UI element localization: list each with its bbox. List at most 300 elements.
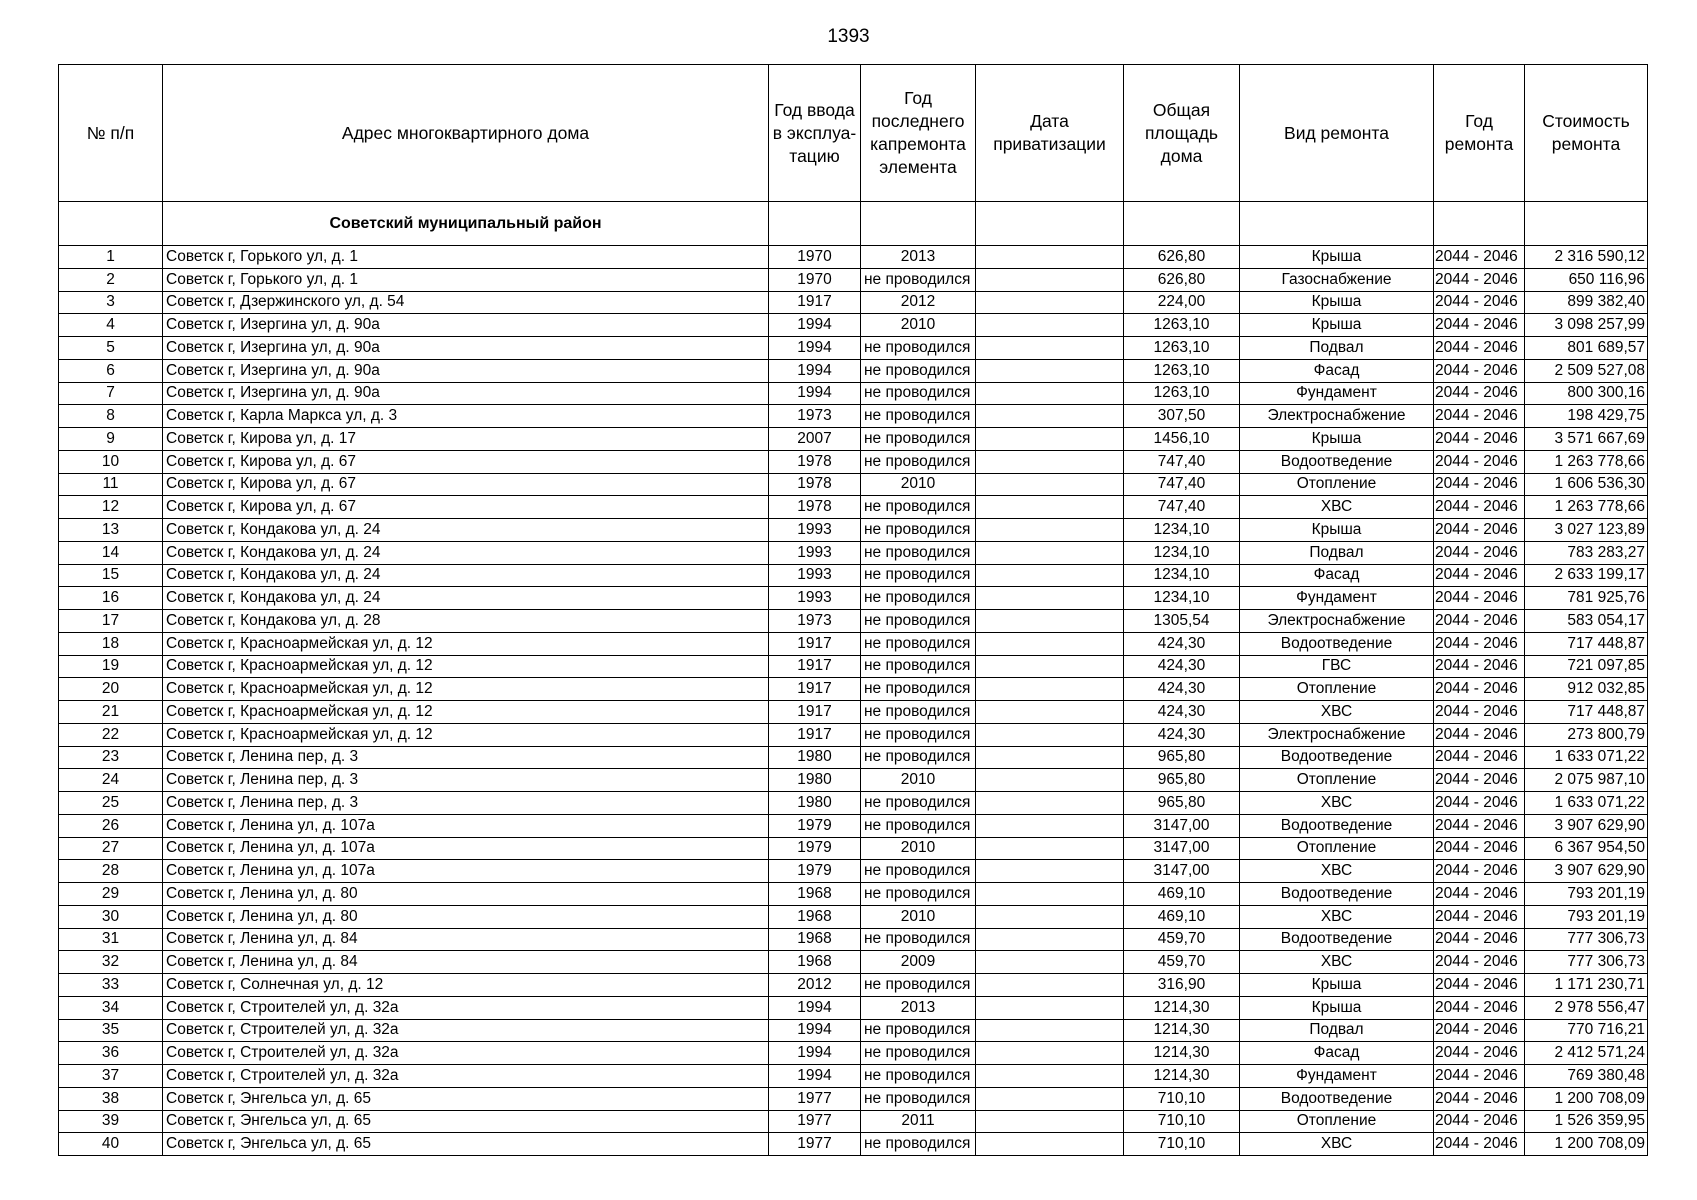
cell-repair-period: 2044 - 2046: [1434, 587, 1525, 610]
cell-year-commissioned: 1977: [769, 1133, 861, 1156]
table-row: [59, 587, 1648, 610]
cell-address: Советск г, Строителей ул, д. 32а: [163, 996, 769, 1019]
district-empty-cell: [769, 202, 861, 246]
table-row: [59, 814, 1648, 837]
cell-year-commissioned: 1993: [769, 519, 861, 542]
cell-year-commissioned: 1970: [769, 246, 861, 269]
cell-repair-period: 2044 - 2046: [1434, 814, 1525, 837]
cell-repair-period: 2044 - 2046: [1434, 496, 1525, 519]
cell-repair-type: ХВС: [1240, 1133, 1434, 1156]
cell-repair-type: Фасад: [1240, 564, 1434, 587]
cell-privatization: [976, 473, 1124, 496]
cell-area: 424,30: [1124, 655, 1240, 678]
cell-num: 21: [59, 701, 163, 724]
cell-repair-type: Крыша: [1240, 519, 1434, 542]
cell-repair-period: 2044 - 2046: [1434, 701, 1525, 724]
district-empty-cell: [1434, 202, 1525, 246]
cell-area: 424,30: [1124, 632, 1240, 655]
cell-num: 4: [59, 314, 163, 337]
table-row: [59, 905, 1648, 928]
table-row: [59, 1133, 1648, 1156]
table-row: [59, 951, 1648, 974]
cell-year-commissioned: 2012: [769, 974, 861, 997]
header-year-commissioned: Год ввода в эксплуа-тацию: [769, 65, 861, 202]
table-row: [59, 291, 1648, 314]
cell-year-last-repair: 2013: [861, 246, 976, 269]
cell-year-commissioned: 1994: [769, 359, 861, 382]
cell-year-last-repair: не проводился: [861, 337, 976, 360]
cell-repair-period: 2044 - 2046: [1434, 268, 1525, 291]
cell-repair-type: Фундамент: [1240, 1065, 1434, 1088]
cell-privatization: [976, 405, 1124, 428]
district-empty-cell: [59, 202, 163, 246]
cell-address: Советск г, Кирова ул, д. 67: [163, 450, 769, 473]
cell-num: 36: [59, 1042, 163, 1065]
cell-cost: 717 448,87: [1525, 701, 1648, 724]
cell-year-last-repair: не проводился: [861, 1065, 976, 1088]
cell-year-commissioned: 1978: [769, 496, 861, 519]
cell-year-commissioned: 1968: [769, 928, 861, 951]
cell-year-commissioned: 1994: [769, 1065, 861, 1088]
cell-num: 9: [59, 428, 163, 451]
cell-year-last-repair: не проводился: [861, 974, 976, 997]
cell-year-commissioned: 1978: [769, 450, 861, 473]
cell-address: Советск г, Ленина пер, д. 3: [163, 792, 769, 815]
cell-area: 459,70: [1124, 928, 1240, 951]
cell-year-last-repair: 2010: [861, 473, 976, 496]
table-row: [59, 1087, 1648, 1110]
cell-cost: 912 032,85: [1525, 678, 1648, 701]
cell-num: 1: [59, 246, 163, 269]
cell-cost: 2 316 590,12: [1525, 246, 1648, 269]
cell-year-last-repair: не проводился: [861, 405, 976, 428]
cell-cost: 2 412 571,24: [1525, 1042, 1648, 1065]
cell-area: 1234,10: [1124, 519, 1240, 542]
table-row: [59, 974, 1648, 997]
table-row: [59, 746, 1648, 769]
cell-year-commissioned: 1994: [769, 337, 861, 360]
cell-privatization: [976, 905, 1124, 928]
cell-address: Советск г, Ленина пер, д. 3: [163, 746, 769, 769]
cell-repair-type: Крыша: [1240, 314, 1434, 337]
cell-repair-type: Водоотведение: [1240, 746, 1434, 769]
cell-privatization: [976, 883, 1124, 906]
cell-address: Советск г, Изергина ул, д. 90а: [163, 359, 769, 382]
cell-address: Советск г, Строителей ул, д. 32а: [163, 1042, 769, 1065]
cell-privatization: [976, 792, 1124, 815]
cell-cost: 3 571 667,69: [1525, 428, 1648, 451]
cell-area: 1214,30: [1124, 1065, 1240, 1088]
cell-address: Советск г, Дзержинского ул, д. 54: [163, 291, 769, 314]
cell-area: 1234,10: [1124, 564, 1240, 587]
cell-year-last-repair: не проводился: [861, 1087, 976, 1110]
cell-address: Советск г, Кондакова ул, д. 24: [163, 564, 769, 587]
cell-repair-type: Отопление: [1240, 837, 1434, 860]
cell-address: Советск г, Энгельса ул, д. 65: [163, 1087, 769, 1110]
cell-repair-type: Фундамент: [1240, 382, 1434, 405]
table-row: [59, 996, 1648, 1019]
cell-repair-period: 2044 - 2046: [1434, 837, 1525, 860]
cell-privatization: [976, 564, 1124, 587]
cell-cost: 2 509 527,08: [1525, 359, 1648, 382]
cell-address: Советск г, Солнечная ул, д. 12: [163, 974, 769, 997]
table-row: [59, 473, 1648, 496]
cell-year-last-repair: 2010: [861, 905, 976, 928]
cell-num: 25: [59, 792, 163, 815]
cell-address: Советск г, Карла Маркса ул, д. 3: [163, 405, 769, 428]
cell-num: 12: [59, 496, 163, 519]
cell-year-last-repair: не проводился: [861, 1019, 976, 1042]
cell-num: 20: [59, 678, 163, 701]
cell-area: 1456,10: [1124, 428, 1240, 451]
district-empty-cell: [861, 202, 976, 246]
cell-address: Советск г, Ленина ул, д. 84: [163, 928, 769, 951]
cell-repair-type: Отопление: [1240, 473, 1434, 496]
cell-num: 33: [59, 974, 163, 997]
cell-repair-type: Водоотведение: [1240, 632, 1434, 655]
cell-repair-type: Крыша: [1240, 246, 1434, 269]
header-cost: Стоимость ремонта: [1525, 65, 1648, 202]
cell-address: Советск г, Красноармейская ул, д. 12: [163, 701, 769, 724]
cell-cost: 721 097,85: [1525, 655, 1648, 678]
table-row: [59, 382, 1648, 405]
district-empty-cell: [1124, 202, 1240, 246]
table-row: [59, 450, 1648, 473]
cell-repair-period: 2044 - 2046: [1434, 883, 1525, 906]
cell-cost: 273 800,79: [1525, 723, 1648, 746]
table-row: [59, 883, 1648, 906]
table-row: [59, 246, 1648, 269]
cell-year-commissioned: 1917: [769, 723, 861, 746]
cell-repair-type: Электроснабжение: [1240, 610, 1434, 633]
cell-year-commissioned: 1968: [769, 905, 861, 928]
cell-repair-type: Отопление: [1240, 678, 1434, 701]
cell-repair-type: Водоотведение: [1240, 450, 1434, 473]
cell-address: Советск г, Энгельса ул, д. 65: [163, 1133, 769, 1156]
cell-area: 965,80: [1124, 746, 1240, 769]
cell-area: 424,30: [1124, 678, 1240, 701]
cell-repair-period: 2044 - 2046: [1434, 405, 1525, 428]
cell-year-commissioned: 1980: [769, 792, 861, 815]
header-year-last-repair: Год последнего капремонта элемента: [861, 65, 976, 202]
cell-privatization: [976, 1019, 1124, 1042]
cell-num: 14: [59, 541, 163, 564]
cell-year-commissioned: 1979: [769, 814, 861, 837]
cell-num: 8: [59, 405, 163, 428]
cell-privatization: [976, 996, 1124, 1019]
cell-repair-type: Крыша: [1240, 428, 1434, 451]
cell-privatization: [976, 1110, 1124, 1133]
header-repair-type: Вид ремонта: [1240, 65, 1434, 202]
cell-year-last-repair: не проводился: [861, 632, 976, 655]
cell-address: Советск г, Строителей ул, д. 32а: [163, 1065, 769, 1088]
cell-year-commissioned: 1917: [769, 291, 861, 314]
cell-cost: 800 300,16: [1525, 382, 1648, 405]
cell-num: 6: [59, 359, 163, 382]
cell-cost: 783 283,27: [1525, 541, 1648, 564]
cell-cost: 2 075 987,10: [1525, 769, 1648, 792]
table-row: [59, 837, 1648, 860]
cell-privatization: [976, 928, 1124, 951]
cell-address: Советск г, Красноармейская ул, д. 12: [163, 723, 769, 746]
page-number: 1393: [827, 26, 870, 47]
cell-repair-period: 2044 - 2046: [1434, 1019, 1525, 1042]
cell-repair-type: Электроснабжение: [1240, 723, 1434, 746]
cell-repair-period: 2044 - 2046: [1434, 1133, 1525, 1156]
cell-area: 469,10: [1124, 905, 1240, 928]
cell-year-last-repair: не проводился: [861, 1133, 976, 1156]
cell-year-commissioned: 1979: [769, 860, 861, 883]
cell-privatization: [976, 678, 1124, 701]
cell-repair-type: Фундамент: [1240, 587, 1434, 610]
cell-year-commissioned: 1980: [769, 746, 861, 769]
cell-privatization: [976, 1065, 1124, 1088]
cell-num: 5: [59, 337, 163, 360]
cell-year-last-repair: не проводился: [861, 382, 976, 405]
cell-year-last-repair: не проводился: [861, 723, 976, 746]
cell-address: Советск г, Горького ул, д. 1: [163, 268, 769, 291]
cell-area: 424,30: [1124, 701, 1240, 724]
cell-area: 1263,10: [1124, 382, 1240, 405]
cell-repair-period: 2044 - 2046: [1434, 951, 1525, 974]
cell-year-last-repair: не проводился: [861, 541, 976, 564]
table-row: [59, 655, 1648, 678]
table-row: [59, 678, 1648, 701]
table-row: [59, 519, 1648, 542]
table-row: [59, 928, 1648, 951]
cell-privatization: [976, 382, 1124, 405]
cell-year-commissioned: 1979: [769, 837, 861, 860]
cell-privatization: [976, 359, 1124, 382]
cell-repair-type: Крыша: [1240, 974, 1434, 997]
cell-repair-type: ГВС: [1240, 655, 1434, 678]
cell-num: 30: [59, 905, 163, 928]
cell-repair-period: 2044 - 2046: [1434, 337, 1525, 360]
cell-num: 39: [59, 1110, 163, 1133]
cell-address: Советск г, Кондакова ул, д. 24: [163, 519, 769, 542]
cell-privatization: [976, 951, 1124, 974]
cell-address: Советск г, Красноармейская ул, д. 12: [163, 678, 769, 701]
cell-repair-period: 2044 - 2046: [1434, 746, 1525, 769]
cell-year-commissioned: 1977: [769, 1087, 861, 1110]
cell-area: 307,50: [1124, 405, 1240, 428]
cell-cost: 781 925,76: [1525, 587, 1648, 610]
cell-repair-type: Водоотведение: [1240, 883, 1434, 906]
cell-address: Советск г, Кондакова ул, д. 24: [163, 541, 769, 564]
cell-privatization: [976, 655, 1124, 678]
cell-area: 1234,10: [1124, 541, 1240, 564]
cell-privatization: [976, 428, 1124, 451]
cell-cost: 777 306,73: [1525, 951, 1648, 974]
cell-num: 16: [59, 587, 163, 610]
cell-year-last-repair: 2010: [861, 769, 976, 792]
cell-cost: 1 200 708,09: [1525, 1133, 1648, 1156]
header-area: Общая площадь дома: [1124, 65, 1240, 202]
cell-privatization: [976, 860, 1124, 883]
cell-privatization: [976, 610, 1124, 633]
cell-repair-period: 2044 - 2046: [1434, 974, 1525, 997]
table-row: [59, 314, 1648, 337]
cell-repair-type: Отопление: [1240, 1110, 1434, 1133]
cell-privatization: [976, 814, 1124, 837]
cell-year-last-repair: не проводился: [861, 655, 976, 678]
cell-year-commissioned: 1993: [769, 541, 861, 564]
cell-year-last-repair: не проводился: [861, 359, 976, 382]
cell-privatization: [976, 1042, 1124, 1065]
cell-cost: 899 382,40: [1525, 291, 1648, 314]
cell-area: 224,00: [1124, 291, 1240, 314]
cell-repair-type: Газоснабжение: [1240, 268, 1434, 291]
cell-privatization: [976, 314, 1124, 337]
cell-address: Советск г, Ленина ул, д. 107а: [163, 814, 769, 837]
cell-year-last-repair: не проводился: [861, 450, 976, 473]
cell-cost: 650 116,96: [1525, 268, 1648, 291]
header-address: Адрес многоквартирного дома: [163, 65, 769, 202]
cell-address: Советск г, Ленина ул, д. 84: [163, 951, 769, 974]
cell-year-commissioned: 1993: [769, 587, 861, 610]
cell-year-commissioned: 1968: [769, 951, 861, 974]
district-row: [59, 202, 1648, 246]
cell-address: Советск г, Строителей ул, д. 32а: [163, 1019, 769, 1042]
cell-year-commissioned: 1994: [769, 1019, 861, 1042]
cell-area: 469,10: [1124, 883, 1240, 906]
cell-repair-type: Отопление: [1240, 769, 1434, 792]
header-repair-year: Год ремонта: [1434, 65, 1525, 202]
cell-num: 18: [59, 632, 163, 655]
cell-repair-type: Крыша: [1240, 291, 1434, 314]
cell-cost: 717 448,87: [1525, 632, 1648, 655]
cell-num: 32: [59, 951, 163, 974]
table-row: [59, 860, 1648, 883]
cell-area: 459,70: [1124, 951, 1240, 974]
cell-repair-period: 2044 - 2046: [1434, 928, 1525, 951]
cell-year-last-repair: не проводился: [861, 746, 976, 769]
cell-repair-type: Электроснабжение: [1240, 405, 1434, 428]
cell-year-commissioned: 1980: [769, 769, 861, 792]
cell-repair-period: 2044 - 2046: [1434, 1087, 1525, 1110]
cell-repair-period: 2044 - 2046: [1434, 632, 1525, 655]
cell-repair-type: ХВС: [1240, 792, 1434, 815]
cell-cost: 1 263 778,66: [1525, 496, 1648, 519]
cell-cost: 6 367 954,50: [1525, 837, 1648, 860]
cell-repair-type: Водоотведение: [1240, 814, 1434, 837]
cell-repair-type: Водоотведение: [1240, 928, 1434, 951]
cell-year-commissioned: 1917: [769, 678, 861, 701]
cell-address: Советск г, Красноармейская ул, д. 12: [163, 655, 769, 678]
cell-year-last-repair: 2010: [861, 314, 976, 337]
cell-year-last-repair: не проводился: [861, 564, 976, 587]
cell-area: 710,10: [1124, 1087, 1240, 1110]
cell-address: Советск г, Ленина пер, д. 3: [163, 769, 769, 792]
cell-repair-period: 2044 - 2046: [1434, 519, 1525, 542]
cell-year-last-repair: не проводился: [861, 860, 976, 883]
table-row: [59, 769, 1648, 792]
cell-privatization: [976, 701, 1124, 724]
cell-cost: 583 054,17: [1525, 610, 1648, 633]
cell-year-last-repair: 2013: [861, 996, 976, 1019]
header-privatization: Дата приватизации: [976, 65, 1124, 202]
cell-address: Советск г, Изергина ул, д. 90а: [163, 382, 769, 405]
repair-table: [58, 64, 1648, 1156]
cell-year-commissioned: 1973: [769, 405, 861, 428]
cell-address: Советск г, Изергина ул, д. 90а: [163, 337, 769, 360]
cell-repair-period: 2044 - 2046: [1434, 905, 1525, 928]
cell-num: 26: [59, 814, 163, 837]
cell-area: 626,80: [1124, 268, 1240, 291]
cell-area: 424,30: [1124, 723, 1240, 746]
district-name: Советский муниципальный район: [163, 202, 769, 246]
table-row: [59, 1019, 1648, 1042]
cell-cost: 793 201,19: [1525, 905, 1648, 928]
cell-num: 17: [59, 610, 163, 633]
cell-area: 747,40: [1124, 450, 1240, 473]
cell-cost: 1 606 536,30: [1525, 473, 1648, 496]
table-row: [59, 496, 1648, 519]
cell-privatization: [976, 769, 1124, 792]
cell-area: 1263,10: [1124, 359, 1240, 382]
cell-area: 710,10: [1124, 1133, 1240, 1156]
table-row: [59, 268, 1648, 291]
cell-repair-period: 2044 - 2046: [1434, 860, 1525, 883]
cell-year-last-repair: 2011: [861, 1110, 976, 1133]
cell-area: 1305,54: [1124, 610, 1240, 633]
cell-repair-period: 2044 - 2046: [1434, 996, 1525, 1019]
cell-privatization: [976, 541, 1124, 564]
cell-num: 35: [59, 1019, 163, 1042]
cell-repair-period: 2044 - 2046: [1434, 564, 1525, 587]
cell-area: 965,80: [1124, 792, 1240, 815]
cell-num: 38: [59, 1087, 163, 1110]
cell-repair-period: 2044 - 2046: [1434, 610, 1525, 633]
cell-num: 2: [59, 268, 163, 291]
cell-num: 31: [59, 928, 163, 951]
district-empty-cell: [1525, 202, 1648, 246]
cell-address: Советск г, Кирова ул, д. 67: [163, 473, 769, 496]
cell-repair-type: Фасад: [1240, 1042, 1434, 1065]
cell-cost: 769 380,48: [1525, 1065, 1648, 1088]
cell-repair-type: Водоотведение: [1240, 1087, 1434, 1110]
cell-year-commissioned: 2007: [769, 428, 861, 451]
cell-repair-type: Подвал: [1240, 1019, 1434, 1042]
cell-cost: 3 907 629,90: [1525, 860, 1648, 883]
cell-year-commissioned: 1917: [769, 632, 861, 655]
cell-year-commissioned: 1917: [769, 701, 861, 724]
table-row: [59, 1110, 1648, 1133]
cell-privatization: [976, 268, 1124, 291]
cell-repair-period: 2044 - 2046: [1434, 792, 1525, 815]
table-row: [59, 337, 1648, 360]
cell-num: 22: [59, 723, 163, 746]
table-row: [59, 632, 1648, 655]
cell-cost: 1 526 359,95: [1525, 1110, 1648, 1133]
cell-year-last-repair: не проводился: [861, 519, 976, 542]
cell-year-last-repair: не проводился: [861, 587, 976, 610]
cell-year-commissioned: 1978: [769, 473, 861, 496]
cell-year-commissioned: 1993: [769, 564, 861, 587]
cell-area: 1263,10: [1124, 337, 1240, 360]
cell-area: 3147,00: [1124, 860, 1240, 883]
cell-repair-type: Подвал: [1240, 541, 1434, 564]
cell-privatization: [976, 746, 1124, 769]
cell-year-last-repair: не проводился: [861, 928, 976, 951]
cell-repair-period: 2044 - 2046: [1434, 1110, 1525, 1133]
cell-cost: 1 633 071,22: [1525, 792, 1648, 815]
cell-repair-period: 2044 - 2046: [1434, 655, 1525, 678]
table-row: [59, 564, 1648, 587]
cell-cost: 3 027 123,89: [1525, 519, 1648, 542]
cell-privatization: [976, 496, 1124, 519]
cell-repair-period: 2044 - 2046: [1434, 359, 1525, 382]
